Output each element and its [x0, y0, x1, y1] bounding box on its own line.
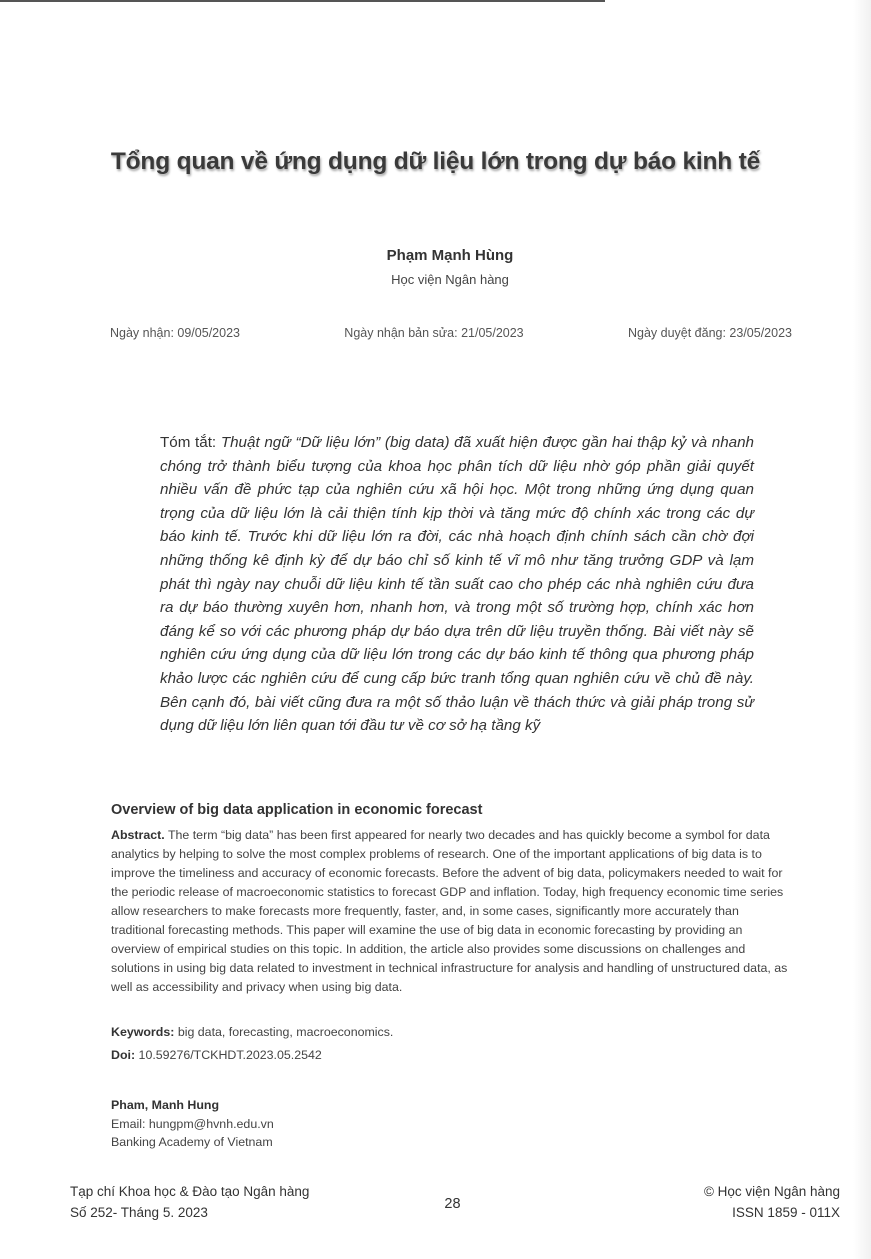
journal-issue: Số 252- Tháng 5. 2023 — [70, 1205, 208, 1220]
page-edge-shadow — [853, 0, 871, 1259]
abstract-english — [111, 826, 793, 997]
date-received: Ngày nhận: 09/05/2023 — [110, 326, 240, 340]
copyright: © Học viện Ngân hàng — [703, 1184, 840, 1199]
doi-label: Doi: — [111, 1048, 136, 1062]
contact-institution: Banking Academy of Vietnam — [111, 1135, 273, 1149]
abstract-en-text: The term “big data” has been first appeared for nearly two decades and has quickly become a symbol for data analytics by helping to solve the most complex problems of research. One of the important applications of big data is to improve the timeliness and accuracy of economic forecasts. Before the advent of big data, policymakers needed to wait for the periodic release of macroeconomic statistics to forecast GDP and inflation. Today, high frequency economic time series allow researchers to make forecasts more frequently, faster, and, in some cases, significantly more accurately than traditional forecasting methods. This paper will examine the use of big data in economic forecasting by providing an overview of empirical studies on this topic. In addition, the article also provides some discussions on challenges and solutions in using big data related to investment in technical infrastructure for analysis and handling of unstructured data, as well as accessibility and privacy when using big data. — [111, 828, 788, 994]
author-affiliation: Học viện Ngân hàng — [391, 272, 509, 287]
keywords-text: big data, forecasting, macroeconomics. — [177, 1025, 394, 1039]
abstract-vietnamese — [160, 431, 754, 738]
top-rule — [0, 0, 605, 2]
doi — [111, 1048, 322, 1062]
doi-link[interactable]: 10.59276/TCKHDT.2023.05.2542 — [138, 1048, 322, 1062]
journal-name: Tạp chí Khoa học & Đào tạo Ngân hàng — [70, 1184, 310, 1199]
author-contact — [111, 1096, 274, 1152]
date-revised: Ngày nhận bản sửa: 21/05/2023 — [344, 326, 524, 340]
abstract-vi-label: Tóm tắt: — [160, 434, 217, 451]
date-approved: Ngày duyệt đăng: 23/05/2023 — [627, 326, 792, 340]
footer-publisher-info — [704, 1181, 840, 1223]
author-name: Phạm Mạnh Hùng — [386, 247, 514, 264]
english-title: Overview of big data application in economic forecast — [111, 802, 483, 818]
abstract-en-label: Abstract. — [111, 828, 165, 842]
page-number: 28 — [444, 1196, 461, 1212]
article-title: Tổng quan về ứng dụng dữ liệu lớn trong dự báo kinh tế — [110, 148, 761, 175]
contact-email[interactable]: Email: hungpm@hvnh.edu.vn — [111, 1116, 274, 1131]
keywords — [111, 1025, 393, 1039]
abstract-vi-text: Thuật ngữ “Dữ liệu lớn” (big data) đã xuất hiện được gần hai thập kỷ và nhanh chóng trở thành biểu tượng của khoa học phân tích dữ liệu nhờ góp phần giải quyết nhiều vấn đề phức tạp của nghiên cứu xã hội học. Một trong những ứng dụng quan trọng của dữ liệu lớn là cải thiện tính kịp thời và tăng mức độ chính xác trong các dự báo kinh tế. Trước khi dữ liệu lớn ra đời, các nhà hoạch định chính sách cần chờ đợi những thống kê định kỳ để dự báo chỉ số kinh tế vĩ mô như tăng trưởng GDP và lạm phát thì ngày nay chuỗi dữ liệu kinh tế tần suất cao cho phép các nhà nghiên cứu đưa ra dự báo thường xuyên hơn, nhanh hơn, và trong một số trường hợp, chính xác hơn đáng kể so với các phương pháp dự báo dựa trên dữ liệu truyền thống. Bài viết này sẽ nghiên cứu ứng dụng của dữ liệu lớn trong các dự báo kinh tế thông qua phương pháp khảo lược các nghiên cứu để cung cấp bức tranh tổng quan nghiên cứu về chủ đề này. Bên cạnh đó, bài viết cũng đưa ra một số thảo luận về thách thức và giải pháp trong sử dụng dữ liệu lớn liên quan tới đầu tư về cơ sở hạ tầng kỹ — [160, 434, 754, 735]
issn: ISSN 1859 - 011X — [732, 1205, 840, 1220]
keywords-label: Keywords: — [111, 1025, 175, 1039]
submission-dates — [110, 326, 792, 340]
contact-name: Pham, Manh Hung — [111, 1098, 220, 1112]
